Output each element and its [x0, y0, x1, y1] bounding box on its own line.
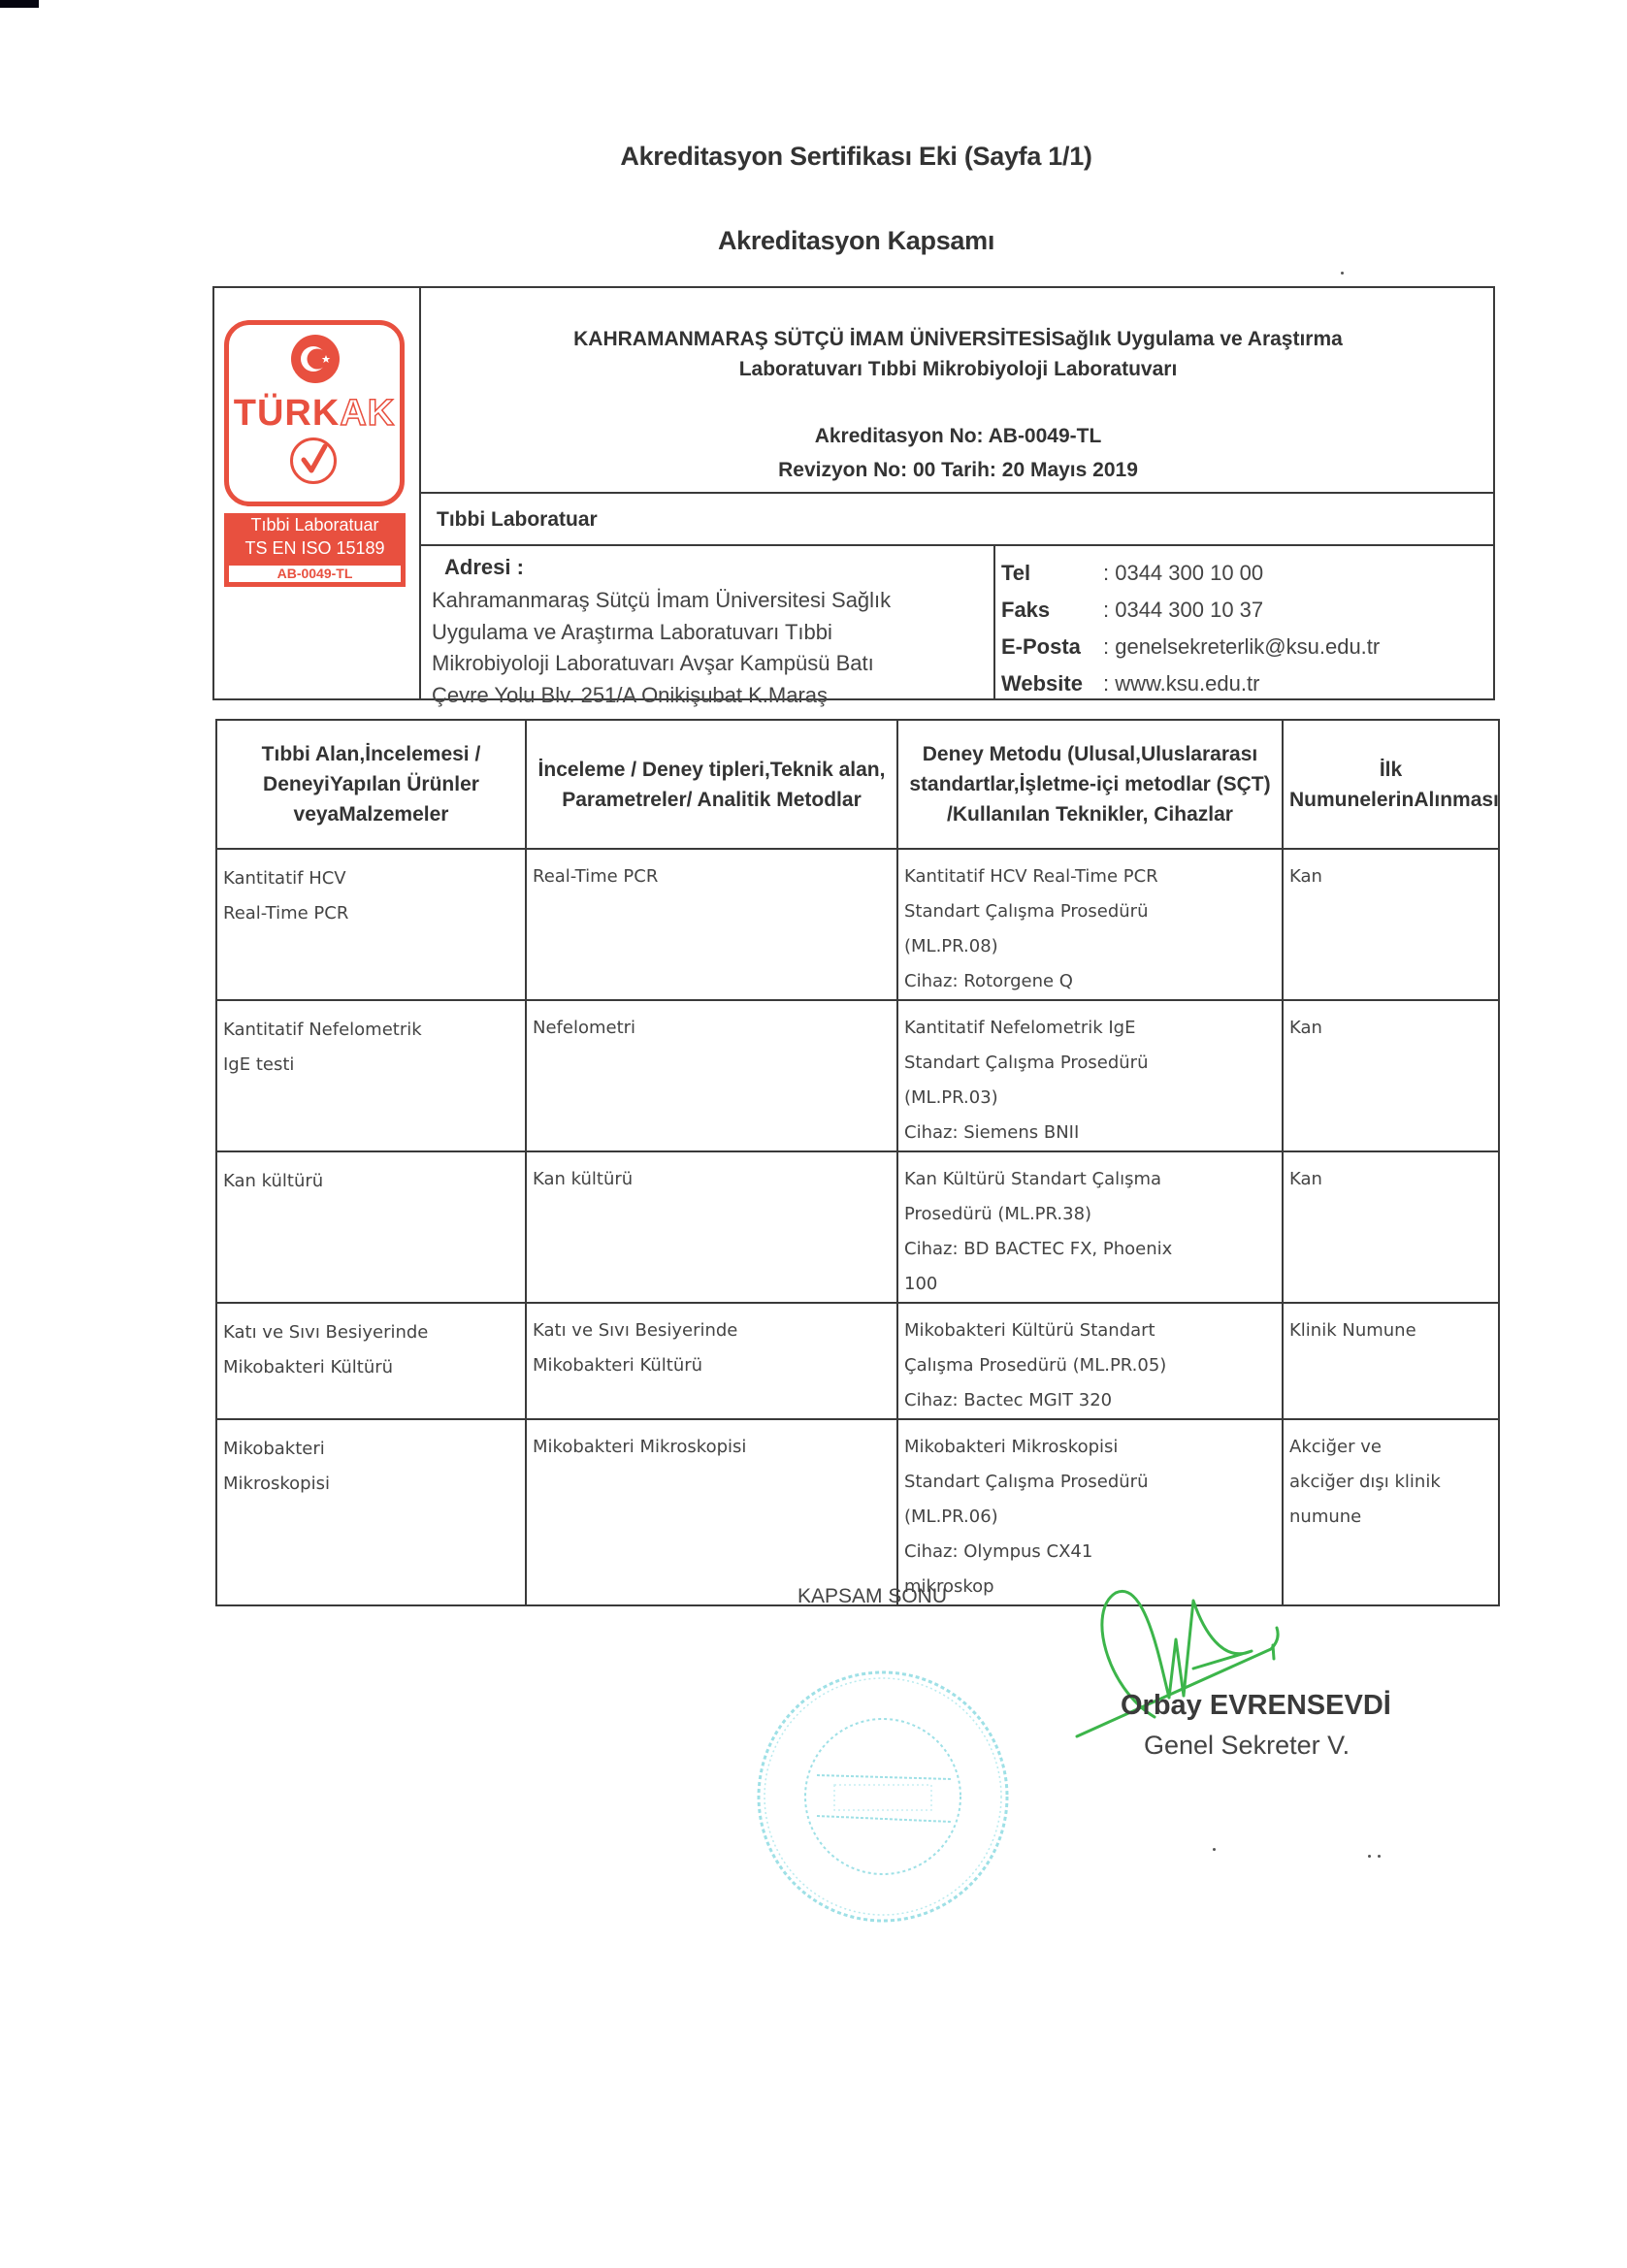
- official-stamp-icon: [747, 1661, 1019, 1932]
- contact-value: : genelsekreterlik@ksu.edu.tr: [1103, 634, 1381, 659]
- contact-email: [1001, 629, 1486, 665]
- cell-sample: Kan: [1283, 849, 1499, 1000]
- document-title: Akreditasyon Sertifikası Eki (Sayfa 1/1): [620, 142, 1092, 171]
- cell-method: Mikobakteri Kültürü Standart Çalışma Prosedürü (ML.PR.05) Cihaz: Bactec MGIT 320: [897, 1303, 1283, 1419]
- contact-phone: [1001, 555, 1486, 592]
- header-divider-row2: [419, 544, 1495, 546]
- cell-sample: Klinik Numune: [1283, 1303, 1499, 1419]
- address-label: Adresi :: [444, 555, 524, 579]
- logo-band-line2: TS EN ISO 15189: [244, 538, 385, 558]
- lab-name-line1: KAHRAMANMARAŞ SÜTÇÜ İMAM ÜNİVERSİTESİSağlık Uygulama ve Araştırma: [573, 328, 1343, 350]
- cell-test-type: Katı ve Sıvı Besiyerinde Mikobakteri Kültürü: [526, 1303, 897, 1419]
- table-row: [216, 1151, 1499, 1303]
- table-header-row: [216, 720, 1499, 849]
- table-row: [216, 1419, 1499, 1605]
- signatory-title: Genel Sekreter V.: [1144, 1731, 1350, 1760]
- scan-speck: [1213, 1848, 1216, 1851]
- crescent-star-icon: [291, 335, 340, 383]
- checkmark-icon: [290, 437, 337, 484]
- cell-method: Kantitatif HCV Real-Time PCR Standart Çalışma Prosedürü (ML.PR.08) Cihaz: Rotorgene Q: [897, 849, 1283, 1000]
- address-line: Çevre Yolu Blv. 251/A Onikişubat K.Maraş: [432, 682, 829, 707]
- column-header-test-type: İnceleme / Deney tipleri,Teknik alan, Parametreler/ Analitik Metodlar: [526, 720, 897, 849]
- cell-field: Kan kültürü: [216, 1151, 526, 1303]
- cell-field: Mikobakteri Mikroskopisi: [216, 1419, 526, 1605]
- contact-website: [1001, 665, 1486, 702]
- scan-speck: [1341, 272, 1344, 275]
- cell-field: Kantitatif HCV Real-Time PCR: [216, 849, 526, 1000]
- end-of-scope: KAPSAM SONU: [797, 1585, 948, 1607]
- column-header-sample: İlk NumunelerinAlınması: [1283, 720, 1499, 849]
- column-header-method: Deney Metodu (Ulusal,Uluslararası standartlar,İşletme-içi metodlar (SÇT) /Kullanılan Teknikler, Cihazlar: [897, 720, 1283, 849]
- address-line: Kahramanmaraş Sütçü İmam Üniversitesi Sağlık: [432, 588, 892, 612]
- lab-name-line2: Laboratuvarı Tıbbi Mikrobiyoloji Laboratuvarı: [738, 358, 1178, 380]
- contact-divider: [993, 544, 995, 700]
- cell-sample: Akciğer ve akciğer dışı klinik numune: [1283, 1419, 1499, 1605]
- cell-test-type: Nefelometri: [526, 1000, 897, 1151]
- column-header-field: Tıbbi Alan,İncelemesi / DeneyiYapılan Ürünler veyaMalzemeler: [216, 720, 526, 849]
- cell-test-type: Mikobakteri Mikroskopisi: [526, 1419, 897, 1605]
- logo-accreditation-code: AB-0049-TL: [228, 565, 402, 583]
- cell-method: Kantitatif Nefelometrik IgE Standart Çalışma Prosedürü (ML.PR.03) Cihaz: Siemens BNII: [897, 1000, 1283, 1151]
- contact-key: E-Posta: [1001, 634, 1081, 659]
- contact-info: [1001, 555, 1486, 702]
- table-row: [216, 1000, 1499, 1151]
- scan-corner-mark: [0, 0, 39, 8]
- cell-sample: Kan: [1283, 1151, 1499, 1303]
- cell-test-type: Real-Time PCR: [526, 849, 897, 1000]
- contact-key: Tel: [1001, 561, 1031, 585]
- revision-info: Revizyon No: 00 Tarih: 20 Mayıs 2019: [778, 459, 1138, 481]
- scan-speck: [1378, 1855, 1381, 1858]
- header-divider-row1: [419, 492, 1495, 494]
- contact-value: : 0344 300 10 00: [1103, 561, 1264, 585]
- cell-method: Mikobakteri Mikroskopisi Standart Çalışma Prosedürü (ML.PR.06) Cihaz: Olympus CX41 mikroskop: [897, 1419, 1283, 1605]
- turkak-wordmark: TÜRKAK: [233, 393, 396, 434]
- address: [432, 585, 975, 711]
- table-row: [216, 849, 1499, 1000]
- contact-fax: [1001, 592, 1486, 629]
- table-row: [216, 1303, 1499, 1419]
- address-line: Mikrobiyoloji Laboratuvarı Avşar Kampüsü Batı: [432, 651, 874, 675]
- cell-field: Kantitatif Nefelometrik IgE testi: [216, 1000, 526, 1151]
- lab-name: [421, 324, 1495, 384]
- logo-band-line1: Tıbbi Laboratuar: [250, 515, 379, 535]
- document-subtitle: Akreditasyon Kapsamı: [717, 226, 995, 255]
- cell-test-type: Kan kültürü: [526, 1151, 897, 1303]
- contact-key: Website: [1001, 671, 1083, 696]
- contact-value: : www.ksu.edu.tr: [1103, 671, 1260, 696]
- signatory-name: Orbay EVRENSEVDİ: [1121, 1690, 1391, 1721]
- contact-value: : 0344 300 10 37: [1103, 598, 1264, 622]
- contact-key: Faks: [1001, 598, 1051, 622]
- cell-method: Kan Kültürü Standart Çalışma Prosedürü (ML.PR.38) Cihaz: BD BACTEC FX, Phoenix 100: [897, 1151, 1283, 1303]
- scope-table: [215, 719, 1500, 1606]
- accreditation-number: Akreditasyon No: AB-0049-TL: [814, 425, 1102, 447]
- accreditation-info: [421, 419, 1495, 487]
- address-line: Uygulama ve Araştırma Laboratuvarı Tıbbi: [432, 619, 832, 644]
- cell-sample: Kan: [1283, 1000, 1499, 1151]
- cell-field: Katı ve Sıvı Besiyerinde Mikobakteri Kültürü: [216, 1303, 526, 1419]
- scan-speck: [1368, 1855, 1371, 1858]
- lab-type: Tıbbi Laboratuar: [437, 508, 598, 531]
